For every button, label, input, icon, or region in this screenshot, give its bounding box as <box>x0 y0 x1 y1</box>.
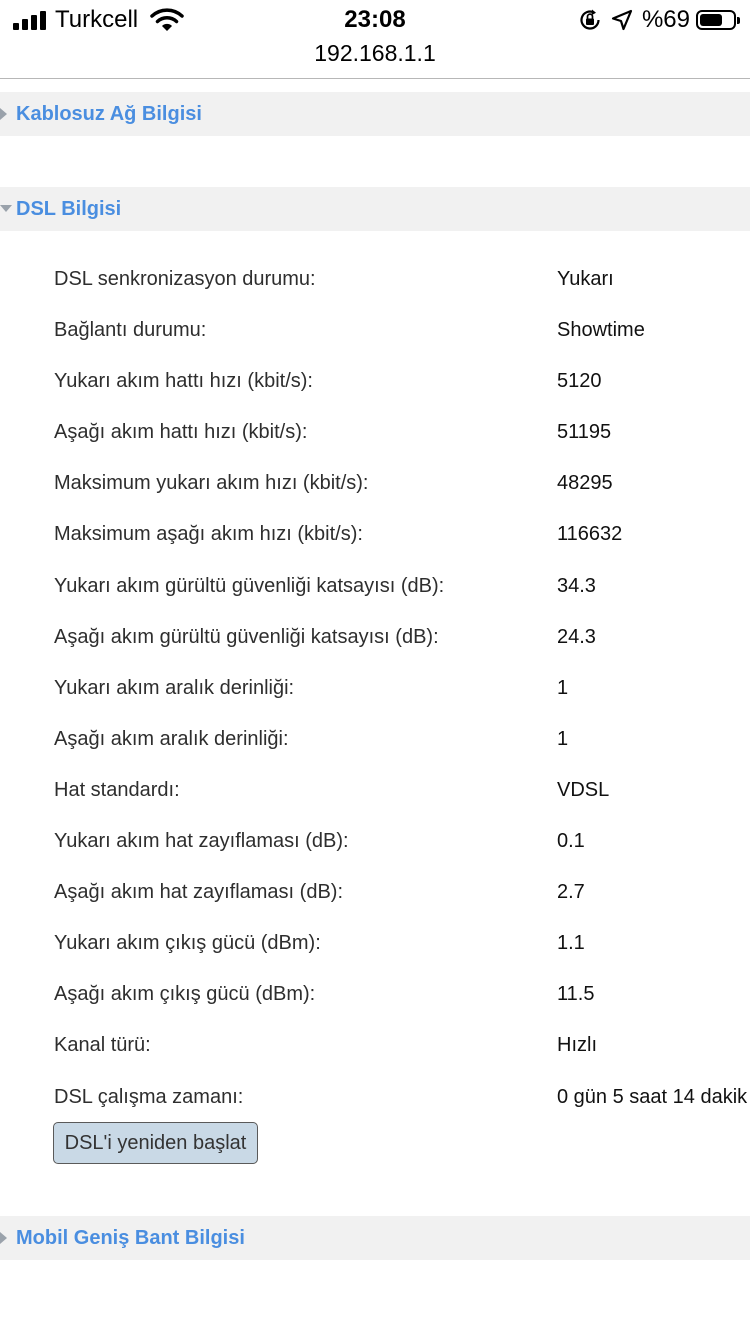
section-title-dsl: DSL Bilgisi <box>16 197 122 220</box>
restart-dsl-button[interactable]: DSL'i yeniden başlat <box>53 1122 258 1164</box>
dsl-field-label: Kanal türü: <box>54 1034 151 1057</box>
dsl-field-value: 0.1 <box>557 830 585 853</box>
triangle-right-icon <box>0 104 14 124</box>
status-time: 23:08 <box>344 6 406 33</box>
table-row <box>0 254 750 305</box>
location-arrow-icon <box>610 8 634 32</box>
dsl-field-value: Showtime <box>557 319 645 342</box>
dsl-field-value: Hızlı <box>557 1034 597 1057</box>
cellular-signal-icon <box>13 10 47 30</box>
table-row <box>0 561 750 612</box>
table-row <box>0 714 750 765</box>
dsl-field-label: Aşağı akım hat zayıflaması (dB): <box>54 881 343 904</box>
dsl-field-label: Aşağı akım hattı hızı (kbit/s): <box>54 421 308 444</box>
battery-percent: %69 <box>641 6 690 33</box>
address-bar-divider <box>0 78 750 79</box>
dsl-field-value: 48295 <box>557 472 613 495</box>
table-row <box>0 1072 750 1123</box>
table-row <box>0 969 750 1020</box>
table-row <box>0 816 750 867</box>
section-header-dsl[interactable] <box>0 187 750 231</box>
wifi-icon <box>150 7 184 33</box>
dsl-field-value: 1.1 <box>557 932 585 955</box>
dsl-field-label: DSL çalışma zamanı: <box>54 1085 244 1108</box>
section-header-mobile-broadband[interactable] <box>0 1216 750 1260</box>
table-row <box>0 867 750 918</box>
dsl-field-value: 51195 <box>557 421 612 444</box>
dsl-field-value: 1 <box>557 727 569 750</box>
triangle-down-icon <box>0 199 14 219</box>
dsl-field-value: 2.7 <box>557 881 585 904</box>
dsl-field-label: Aşağı akım aralık derinliği: <box>54 727 289 750</box>
dsl-field-label: DSL senkronizasyon durumu: <box>54 268 316 290</box>
dsl-field-label: Yukarı akım çıkış gücü (dBm): <box>54 932 321 955</box>
dsl-field-value: 24.3 <box>557 625 596 648</box>
dsl-field-label: Maksimum yukarı akım hızı (kbit/s): <box>54 472 369 495</box>
address-bar-url[interactable]: 192.168.1.1 <box>314 40 436 66</box>
table-row <box>0 509 750 560</box>
carrier-name: Turkcell <box>55 6 139 33</box>
dsl-field-label: Maksimum aşağı akım hızı (kbit/s): <box>54 523 363 546</box>
section-header-wireless[interactable] <box>0 92 750 136</box>
dsl-field-label: Aşağı akım gürültü güvenliği katsayısı (dB): <box>54 625 439 648</box>
triangle-right-icon <box>0 1228 14 1248</box>
dsl-field-label: Aşağı akım çıkış gücü (dBm): <box>54 983 316 1006</box>
table-row <box>0 458 750 509</box>
dsl-field-value: 1 <box>557 676 569 699</box>
table-row <box>0 356 750 407</box>
table-row <box>0 407 750 458</box>
dsl-field-value: Yukarı <box>557 268 614 290</box>
table-row <box>0 612 750 663</box>
dsl-field-label: Yukarı akım aralık derinliği: <box>54 676 295 699</box>
dsl-field-value: 5120 <box>557 370 602 393</box>
dsl-field-value: 0 gün 5 saat 14 dakik <box>557 1085 748 1108</box>
dsl-field-value: 34.3 <box>557 574 596 597</box>
status-bar <box>0 0 750 40</box>
table-row <box>0 918 750 969</box>
dsl-field-label: Yukarı akım hattı hızı (kbit/s): <box>54 370 313 393</box>
dsl-field-label: Hat standardı: <box>54 778 180 801</box>
battery-icon <box>696 10 736 30</box>
dsl-field-value: 11.5 <box>557 983 595 1006</box>
dsl-field-value: VDSL <box>557 778 610 801</box>
dsl-info-table <box>0 254 750 1123</box>
table-row <box>0 1020 750 1071</box>
dsl-field-label: Bağlantı durumu: <box>54 319 207 342</box>
dsl-field-label: Yukarı akım hat zayıflaması (dB): <box>54 830 349 853</box>
table-row <box>0 305 750 356</box>
dsl-field-value: 116632 <box>557 523 623 546</box>
table-row <box>0 765 750 816</box>
section-title-wireless: Kablosuz Ağ Bilgisi <box>16 102 202 125</box>
table-row <box>0 663 750 714</box>
dsl-field-label: Yukarı akım gürültü güvenliği katsayısı (dB): <box>54 574 445 597</box>
section-title-mobile-broadband: Mobil Geniş Bant Bilgisi <box>16 1226 245 1249</box>
orientation-lock-icon <box>578 8 602 32</box>
